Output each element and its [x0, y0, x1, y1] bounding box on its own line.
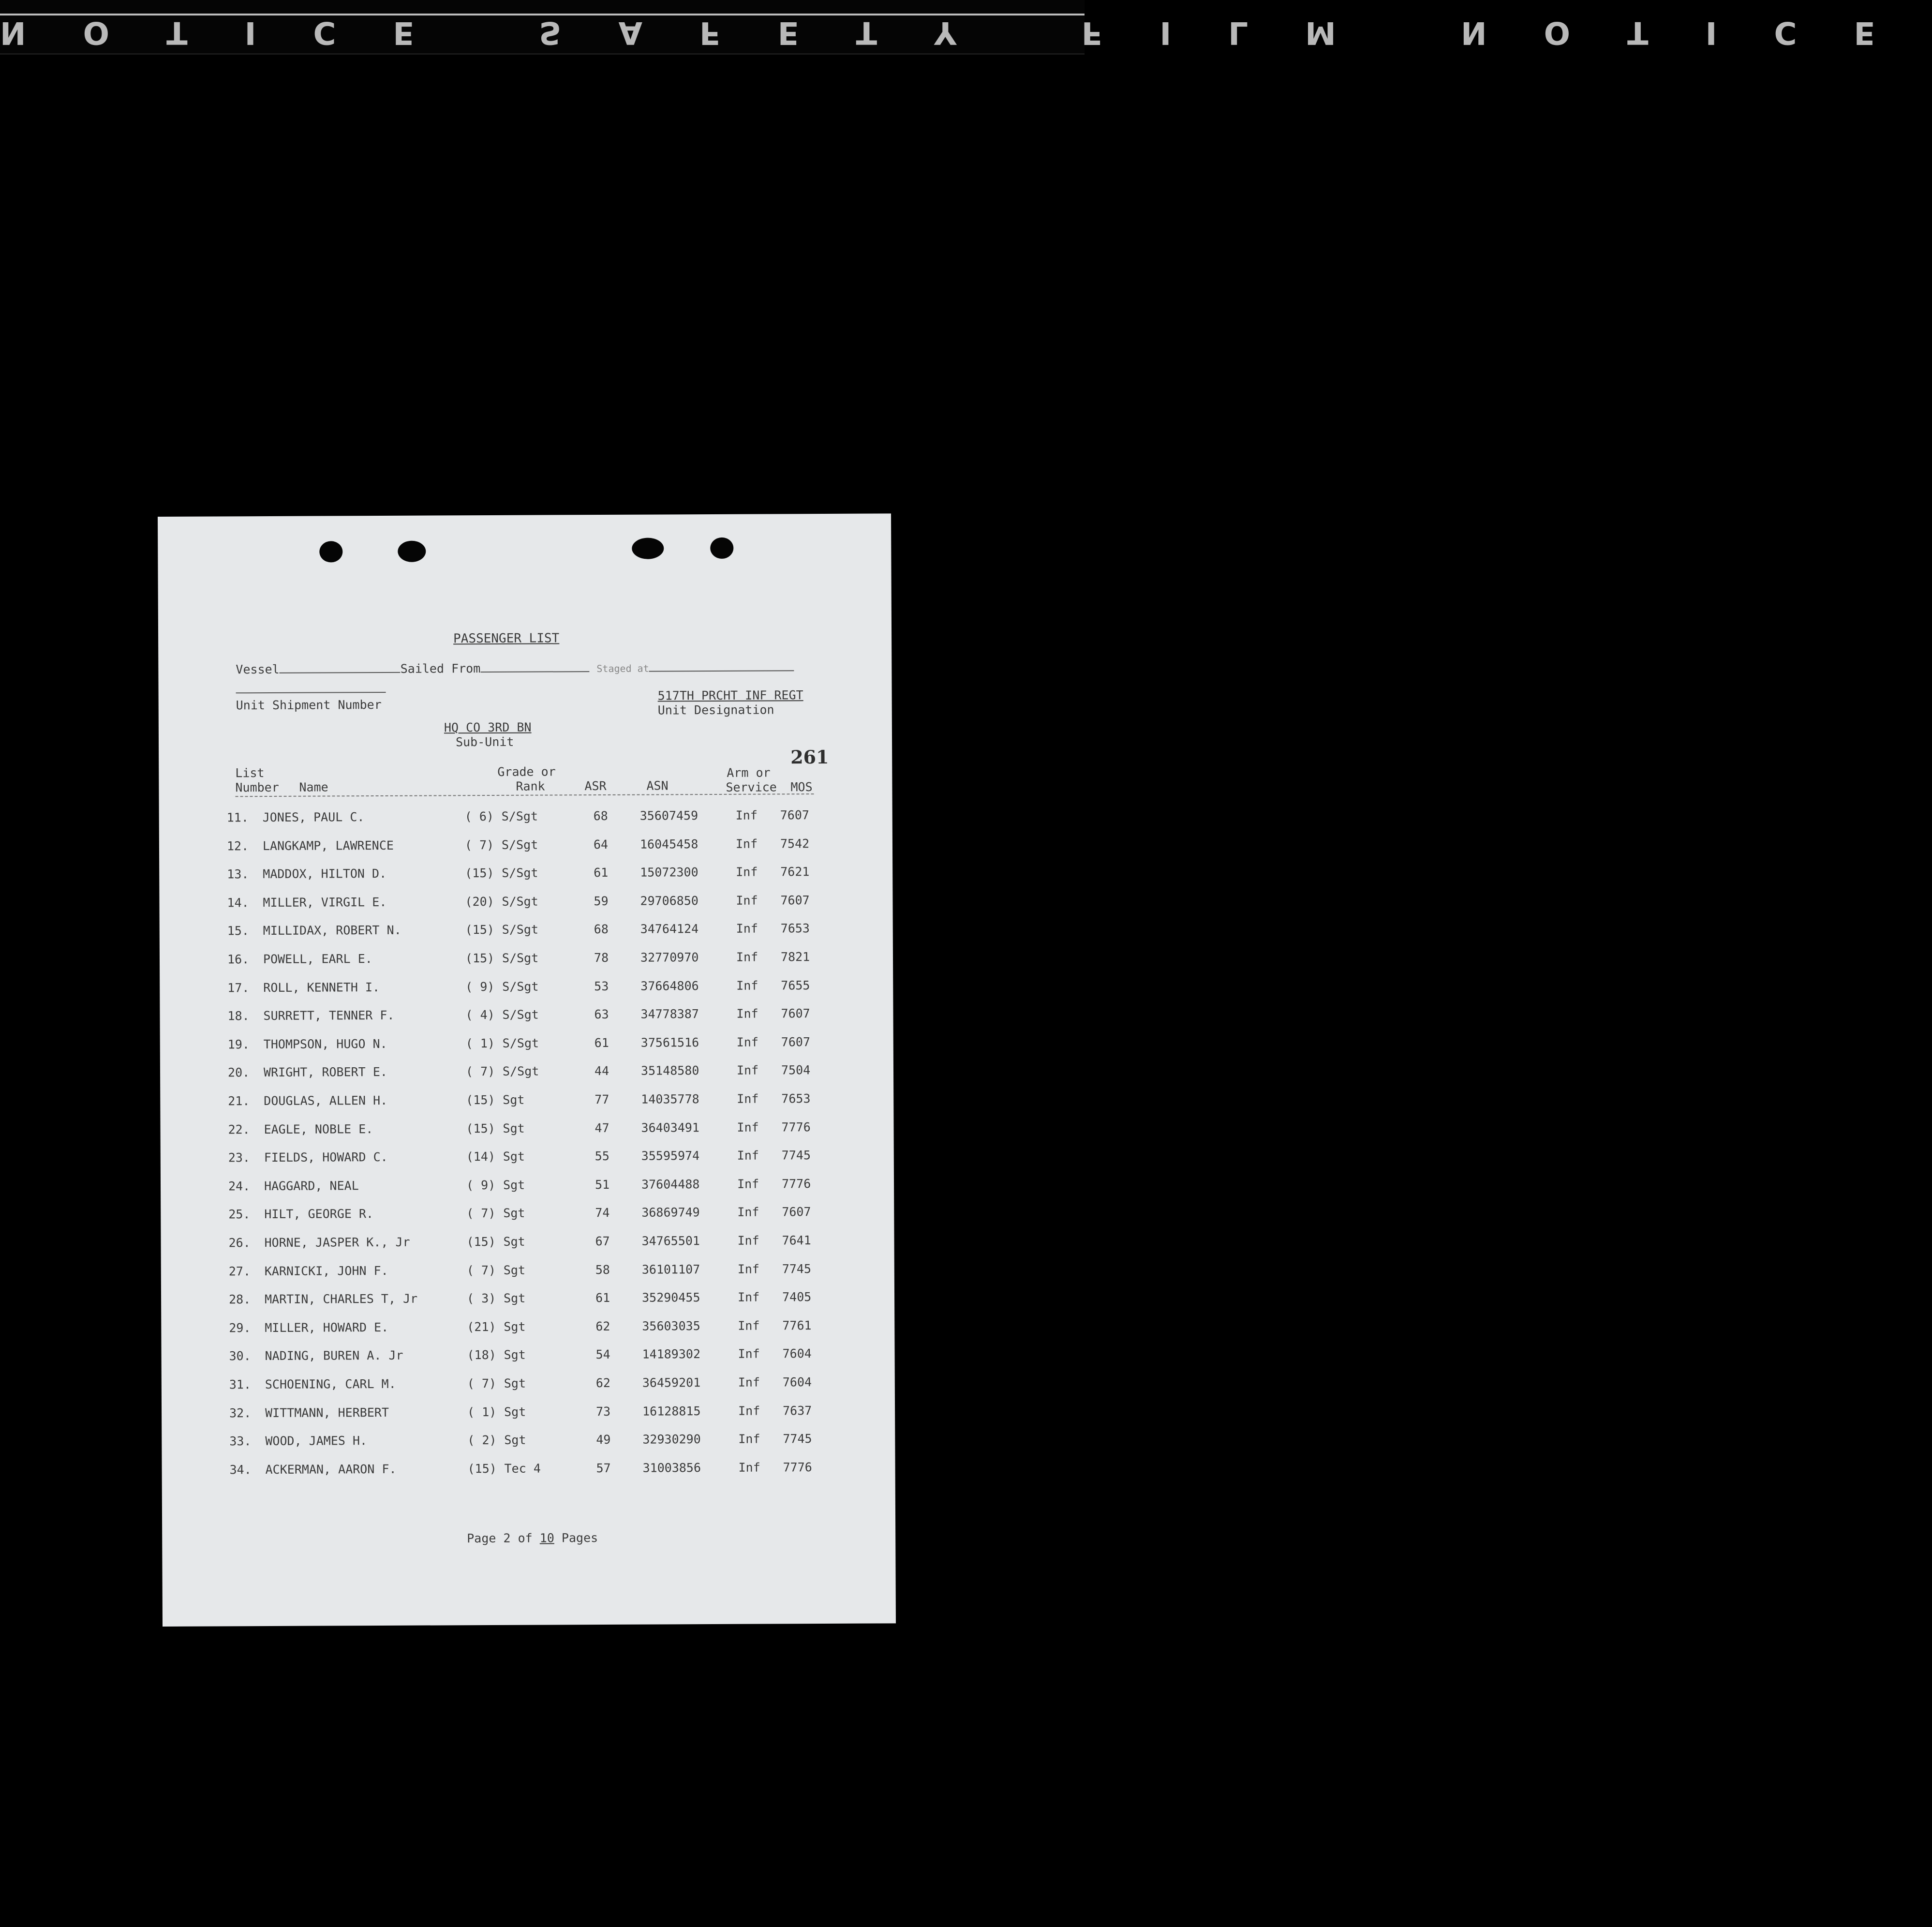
table-row [159, 865, 892, 896]
row-name: NADING, BUREN A. Jr [265, 1348, 403, 1363]
row-asn: 35148580 [640, 1063, 699, 1078]
footer-total-pages: 10 [539, 1531, 554, 1545]
row-name: MILLER, VIRGIL E. [263, 895, 387, 910]
row-asn: 35603035 [642, 1318, 700, 1333]
row-grade: S/Sgt [502, 1064, 539, 1079]
row-grade: S/Sgt [502, 1007, 539, 1022]
row-mos: 7653 [781, 1091, 811, 1106]
row-mos: 7607 [782, 1205, 811, 1219]
col-list-number-line2: Number [235, 780, 279, 795]
row-name: THOMPSON, HUGO N. [263, 1036, 387, 1051]
table-row [160, 1091, 893, 1122]
table-row [160, 1006, 893, 1038]
table-row [161, 1148, 894, 1180]
row-mos: 7504 [781, 1063, 811, 1077]
row-mos: 7637 [783, 1403, 812, 1418]
row-asn: 37561516 [640, 1035, 699, 1050]
row-grade: Sgt [503, 1291, 526, 1306]
row-code: (15) [465, 951, 495, 966]
row-asn: 36403491 [641, 1120, 700, 1135]
row-grade: S/Sgt [502, 1036, 539, 1050]
row-list-number: 34. [229, 1462, 252, 1477]
staged-at-label: Staged at [596, 662, 649, 675]
row-asr: 61 [594, 1035, 609, 1050]
row-arm-service: Inf [738, 1346, 760, 1361]
col-list-number-line1: List [235, 766, 265, 780]
row-asr: 44 [594, 1064, 609, 1078]
footer-page-suffix: Pages [561, 1531, 598, 1545]
film-strip-border [0, 0, 1932, 55]
row-arm-service: Inf [737, 1091, 759, 1106]
row-mos: 7542 [780, 836, 810, 851]
row-list-number: 32. [229, 1405, 252, 1420]
row-mos: 7776 [783, 1460, 812, 1475]
row-name: LANGKAMP, LAWRENCE [262, 838, 394, 853]
col-name: Name [299, 780, 328, 794]
row-code: ( 3) [466, 1291, 496, 1306]
row-list-number: 12. [226, 838, 249, 853]
row-name: ROLL, KENNETH I. [263, 980, 380, 995]
row-name: ACKERMAN, AARON F. [265, 1462, 397, 1477]
col-arm-line1: Arm or [727, 765, 771, 780]
row-grade: S/Sgt [502, 979, 539, 994]
table-row [159, 807, 892, 839]
row-mos: 7745 [782, 1261, 812, 1276]
row-asn: 29706850 [640, 893, 698, 908]
row-list-number: 24. [228, 1179, 251, 1194]
sailed-from-label: Sailed From [400, 661, 481, 676]
row-asn: 14189302 [642, 1347, 701, 1362]
row-arm-service: Inf [738, 1318, 760, 1333]
row-asr: 62 [595, 1319, 610, 1333]
row-arm-service: Inf [736, 1063, 759, 1078]
row-arm-service: Inf [738, 1432, 760, 1446]
row-mos: 7776 [781, 1120, 811, 1134]
row-list-number: 22. [228, 1122, 250, 1136]
table-row [160, 1034, 893, 1066]
staged-at-blank [649, 660, 794, 672]
row-name: MILLER, HOWARD E. [265, 1320, 389, 1335]
row-arm-service: Inf [736, 865, 758, 879]
table-row [160, 949, 893, 981]
row-asn: 32930290 [642, 1432, 701, 1447]
row-mos: 7655 [781, 978, 810, 992]
table-row [161, 1205, 894, 1236]
row-code: ( 7) [466, 1206, 496, 1221]
table-row [161, 1261, 894, 1293]
col-grade-line2: Rank [516, 779, 545, 793]
row-asr: 63 [594, 1007, 609, 1022]
row-list-number: 26. [228, 1236, 251, 1250]
table-row [162, 1346, 895, 1378]
col-mos: MOS [790, 780, 813, 794]
document-page [158, 513, 896, 1627]
row-name: MADDOX, HILTON D. [263, 866, 387, 881]
row-asr: 47 [594, 1120, 609, 1135]
row-code: (15) [467, 1461, 497, 1476]
row-arm-service: Inf [738, 1460, 760, 1475]
row-code: (15) [465, 866, 494, 881]
row-list-number: 29. [229, 1320, 251, 1335]
row-arm-service: Inf [736, 950, 758, 964]
row-mos: 7405 [782, 1290, 812, 1304]
row-arm-service: Inf [737, 1262, 760, 1276]
row-asr: 61 [594, 866, 609, 880]
row-asn: 37604488 [641, 1177, 700, 1192]
row-grade: Sgt [504, 1376, 526, 1390]
row-grade: Sgt [503, 1121, 525, 1135]
row-list-number: 18. [227, 1009, 250, 1023]
row-asn: 35607459 [639, 808, 698, 823]
row-arm-service: Inf [738, 1404, 760, 1418]
row-list-number: 27. [228, 1264, 251, 1278]
row-asn: 36869749 [641, 1205, 700, 1220]
table-row [162, 1403, 895, 1434]
row-code: (21) [467, 1319, 496, 1334]
row-arm-service: Inf [737, 1120, 759, 1135]
col-asn: ASN [646, 778, 669, 793]
row-code: (15) [466, 1234, 496, 1249]
row-grade: Sgt [503, 1234, 525, 1249]
row-mos: 7641 [782, 1233, 811, 1248]
row-arm-service: Inf [736, 978, 758, 993]
row-asr: 51 [594, 1177, 610, 1192]
row-list-number: 21. [228, 1094, 250, 1108]
row-code: ( 9) [465, 979, 495, 994]
row-grade: Sgt [503, 1263, 526, 1277]
row-arm-service: Inf [737, 1233, 759, 1248]
row-asr: 73 [596, 1404, 611, 1419]
form-title: PASSENGER LIST [453, 631, 560, 646]
row-name: HORNE, JASPER K., Jr [264, 1235, 410, 1250]
row-asn: 16128815 [642, 1404, 701, 1419]
table-row [161, 1318, 894, 1349]
row-code: ( 7) [465, 1064, 495, 1079]
row-arm-service: Inf [735, 808, 758, 822]
row-asn: 36101107 [641, 1262, 700, 1277]
row-arm-service: Inf [737, 1205, 759, 1220]
row-mos: 7745 [781, 1148, 811, 1163]
row-arm-service: Inf [735, 837, 758, 851]
row-arm-service: Inf [737, 1290, 760, 1304]
row-arm-service: Inf [736, 893, 758, 908]
table-row [162, 1460, 895, 1491]
row-asn: 34764124 [640, 922, 699, 937]
table-row [160, 1063, 893, 1094]
row-grade: Sgt [503, 1206, 525, 1221]
row-grade: Sgt [504, 1404, 526, 1419]
row-grade: Sgt [504, 1319, 526, 1334]
row-asr: 57 [596, 1461, 611, 1475]
row-code: ( 4) [465, 1008, 495, 1022]
row-name: SURRETT, TENNER F. [263, 1008, 395, 1023]
table-row [159, 893, 892, 924]
unit-shipment-blank [236, 692, 386, 693]
row-code: (18) [467, 1348, 496, 1362]
table-row [161, 1290, 894, 1321]
row-asr: 64 [593, 837, 609, 851]
row-list-number: 31. [229, 1377, 252, 1392]
row-mos: 7607 [780, 893, 810, 908]
row-name: MARTIN, CHARLES T, Jr [264, 1291, 418, 1307]
row-asr: 61 [595, 1291, 610, 1305]
row-name: JONES, PAUL C. [262, 810, 365, 825]
vessel-label: Vessel [236, 662, 280, 677]
row-asn: 37664806 [640, 978, 699, 993]
row-name: WOOD, JAMES H. [265, 1434, 368, 1449]
row-mos: 7607 [781, 1006, 810, 1021]
row-asr: 54 [595, 1347, 610, 1362]
row-grade: S/Sgt [502, 866, 538, 881]
row-mos: 7821 [780, 950, 810, 964]
row-name: HAGGARD, NEAL [264, 1178, 359, 1193]
row-asr: 68 [594, 922, 609, 937]
row-arm-service: Inf [736, 921, 758, 936]
row-grade: Sgt [504, 1433, 526, 1448]
row-asr: 49 [596, 1433, 611, 1447]
row-name: KARNICKI, JOHN F. [264, 1263, 388, 1278]
row-name: HILT, GEORGE R. [264, 1207, 374, 1222]
row-asr: 53 [594, 979, 609, 993]
row-list-number: 28. [228, 1292, 251, 1307]
row-asr: 77 [594, 1092, 609, 1107]
row-list-number: 23. [228, 1150, 251, 1165]
col-grade-line1: Grade or [497, 764, 556, 779]
vessel-blank [280, 662, 401, 673]
row-asn: 15072300 [640, 865, 698, 880]
row-mos: 7607 [781, 1034, 811, 1049]
row-asn: 34778387 [640, 1007, 699, 1021]
row-code: ( 2) [467, 1433, 497, 1448]
row-name: SCHOENING, CARL M. [265, 1376, 396, 1392]
table-row [160, 921, 893, 953]
table-row [162, 1374, 895, 1406]
row-code: ( 9) [466, 1178, 496, 1193]
row-code: (14) [466, 1150, 496, 1164]
row-code: ( 6) [464, 809, 494, 824]
row-list-number: 30. [229, 1349, 251, 1363]
row-code: (15) [465, 923, 495, 937]
handwritten-page-number: 261 [790, 746, 829, 768]
row-code: (15) [466, 1121, 495, 1135]
row-code: ( 7) [467, 1376, 497, 1391]
row-list-number: 20. [227, 1065, 250, 1080]
table-row [161, 1233, 894, 1264]
row-asn: 36459201 [642, 1375, 701, 1390]
row-mos: 7776 [781, 1176, 811, 1191]
footer-page-prefix: Page 2 of [467, 1531, 533, 1546]
row-list-number: 33. [229, 1434, 252, 1449]
row-grade: S/Sgt [502, 951, 539, 965]
row-asn: 35595974 [641, 1149, 700, 1163]
row-mos: 7745 [783, 1432, 812, 1446]
row-mos: 7761 [782, 1318, 812, 1333]
col-asr: ASR [584, 778, 607, 793]
row-grade: Tec 4 [504, 1461, 541, 1476]
row-name: EAGLE, NOBLE E. [264, 1121, 373, 1136]
sub-unit-value: HQ CO 3RD BN [444, 720, 532, 735]
row-mos: 7604 [782, 1375, 812, 1389]
row-code: ( 7) [464, 837, 494, 852]
row-asn: 34765501 [641, 1234, 700, 1248]
row-asr: 55 [594, 1149, 609, 1164]
table-row [160, 1120, 893, 1151]
row-grade: S/Sgt [502, 894, 538, 909]
row-mos: 7607 [780, 808, 809, 822]
col-arm-line2: Service [726, 780, 777, 794]
passenger-list-form [158, 513, 896, 1627]
table-row [159, 836, 892, 867]
row-code: ( 7) [466, 1263, 496, 1277]
row-name: MILLIDAX, ROBERT N. [263, 923, 401, 938]
row-asn: 32770970 [640, 950, 699, 965]
table-row [160, 978, 893, 1009]
row-arm-service: Inf [736, 1006, 758, 1021]
row-list-number: 15. [227, 924, 249, 938]
row-asr: 74 [595, 1206, 610, 1220]
row-list-number: 11. [226, 810, 249, 825]
table-row [162, 1432, 895, 1463]
row-name: DOUGLAS, ALLEN H. [264, 1093, 388, 1108]
row-grade: S/Sgt [502, 922, 539, 937]
row-code: (20) [465, 894, 494, 909]
unit-shipment-label: Unit Shipment Number [236, 697, 382, 713]
page-footer [467, 1531, 598, 1545]
row-arm-service: Inf [736, 1035, 758, 1049]
row-asr: 58 [595, 1262, 610, 1277]
sub-unit-label: Sub-Unit [455, 734, 514, 749]
row-grade: Sgt [503, 1092, 525, 1107]
row-list-number: 14. [227, 895, 249, 910]
row-asr: 67 [595, 1234, 610, 1249]
row-list-number: 16. [227, 952, 250, 967]
unit-designation-value: 517TH PRCHT INF REGT [657, 688, 803, 703]
row-code: ( 1) [465, 1036, 495, 1051]
row-arm-service: Inf [737, 1177, 759, 1191]
row-grade: Sgt [504, 1348, 526, 1362]
row-asr: 62 [595, 1375, 610, 1390]
row-grade: Sgt [503, 1149, 525, 1164]
row-asr: 78 [594, 950, 609, 965]
row-asn: 16045458 [639, 837, 698, 851]
row-arm-service: Inf [738, 1375, 760, 1389]
row-grade: S/Sgt [501, 837, 538, 852]
row-mos: 7604 [782, 1346, 812, 1361]
film-strip-text: NOTICE SAFETY FILM NOTICE [0, 15, 1932, 50]
sailed-from-blank [480, 661, 589, 672]
row-grade: Sgt [503, 1178, 525, 1192]
row-name: WITTMANN, HERBERT [265, 1405, 389, 1420]
row-arm-service: Inf [737, 1148, 759, 1163]
row-asr: 59 [594, 894, 609, 908]
unit-designation-label: Unit Designation [657, 702, 774, 717]
row-code: (15) [466, 1092, 495, 1107]
row-code: ( 1) [467, 1404, 497, 1419]
row-mos: 7653 [780, 921, 810, 936]
row-list-number: 19. [227, 1037, 250, 1052]
row-name: FIELDS, HOWARD C. [264, 1150, 388, 1165]
row-asn: 31003856 [642, 1460, 701, 1475]
row-grade: S/Sgt [501, 809, 538, 823]
row-asr: 68 [593, 808, 608, 823]
vessel-line [236, 660, 794, 676]
row-asn: 14035778 [641, 1092, 699, 1106]
row-asn: 35290455 [641, 1290, 700, 1305]
row-list-number: 13. [227, 867, 249, 881]
row-mos: 7621 [780, 865, 810, 879]
row-name: POWELL, EARL E. [263, 952, 372, 967]
row-name: WRIGHT, ROBERT E. [263, 1065, 387, 1080]
table-row [161, 1176, 894, 1208]
row-list-number: 25. [228, 1207, 251, 1222]
row-list-number: 17. [227, 980, 250, 995]
